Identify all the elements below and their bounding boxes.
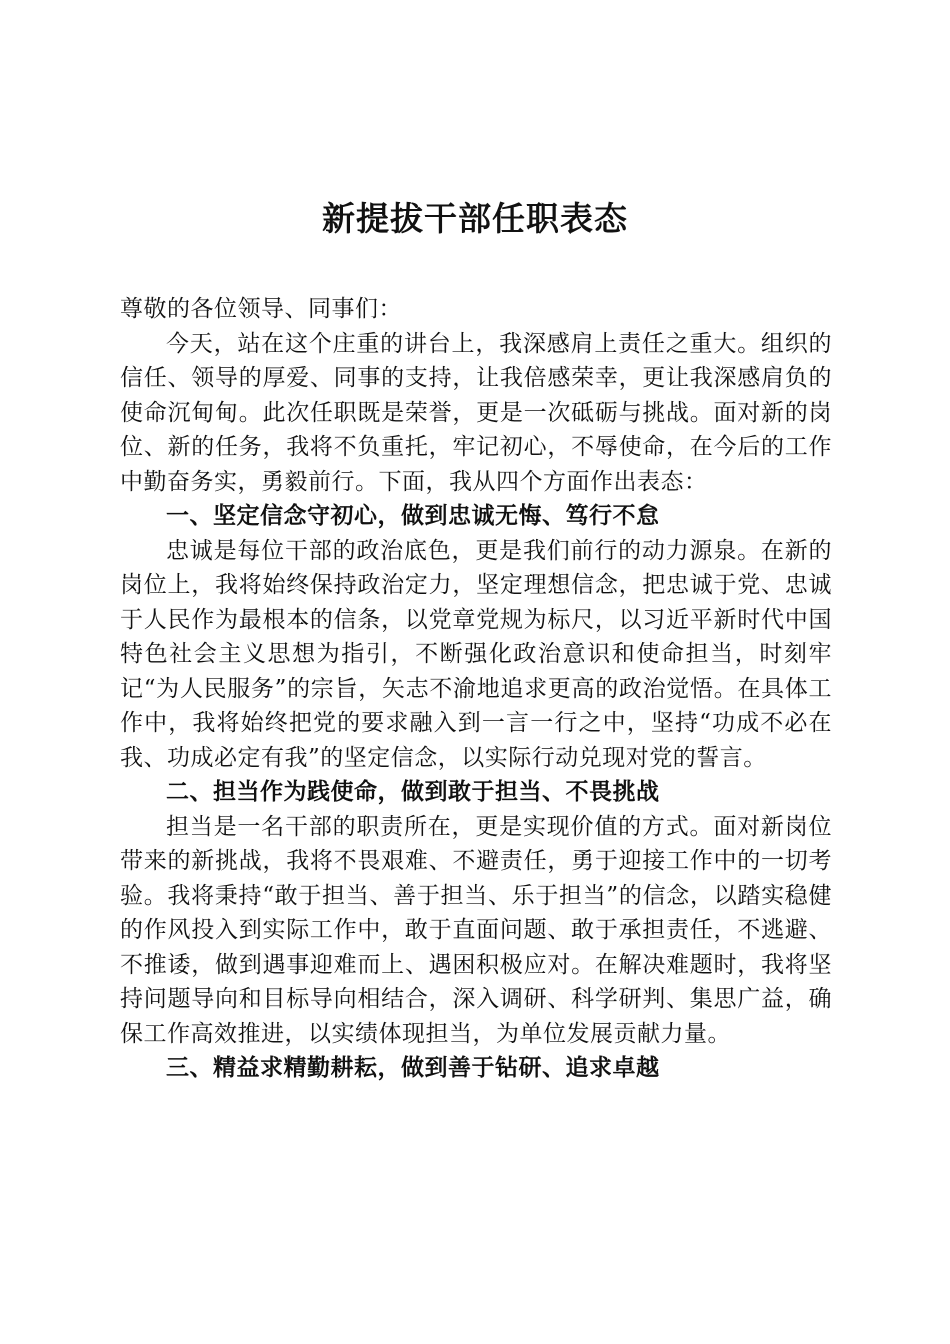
document-title: 新提拔干部任职表态 — [322, 199, 628, 238]
salutation: 尊敬的各位领导、同事们： — [120, 296, 402, 322]
section-paragraph-1: 忠诚是每位干部的政治底色，更是我们前行的动力源泉。在新的岗位上，我将始终保持政治定力，坚定理想信念，把忠诚于党、忠诚于人民作为最根本的信条，以党章党规为标尺，以习近平新时代中国特色社会主义思想为指引，不断强化政治意识和使命担当，时刻牢记“为人民服务”的宗旨，矢志不渝地追求更高的政治觉悟。在具体工作中，我将始终把党的要求融入到一言一行之中，坚持“功成不必在我、功成必定有我”的坚定信念，以实际行动兑现对党的誓言。 — [120, 537, 832, 771]
section-paragraph-2: 担当是一名干部的职责所在，更是实现价值的方式。面对新岗位带来的新挑战，我将不畏艰难、不避责任，勇于迎接工作中的一切考验。我将秉持“敢于担当、善于担当、乐于担当”的信念，以踏实稳健的作风投入到实际工作中，敢于直面问题、敢于承担责任，不逃避、不推诿，做到遇事迎难而上、遇困积极应对。在解决难题时，我将坚持问题导向和目标导向相结合，深入调研、科学研判、集思广益，确保工作高效推进，以实绩体现担当，为单位发展贡献力量。 — [120, 813, 832, 1047]
section-heading-3: 三、精益求精勤耕耘，做到善于钻研、追求卓越 — [166, 1055, 660, 1081]
section-heading-2: 二、担当作为践使命，做到敢于担当、不畏挑战 — [166, 779, 660, 805]
intro-paragraph: 今天，站在这个庄重的讲台上，我深感肩上责任之重大。组织的信任、领导的厚爱、同事的支持，让我倍感荣幸，更让我深感肩负的使命沉甸甸。此次任职既是荣誉，更是一次砥砺与挑战。面对新的岗位、新的任务，我将不负重托，牢记初心，不辱使命，在今后的工作中勤奋务实，勇毅前行。下面，我从四个方面作出表态： — [120, 330, 832, 495]
section-heading-1: 一、坚定信念守初心，做到忠诚无悔、笃行不怠 — [166, 503, 660, 529]
document-body — [120, 292, 832, 1086]
